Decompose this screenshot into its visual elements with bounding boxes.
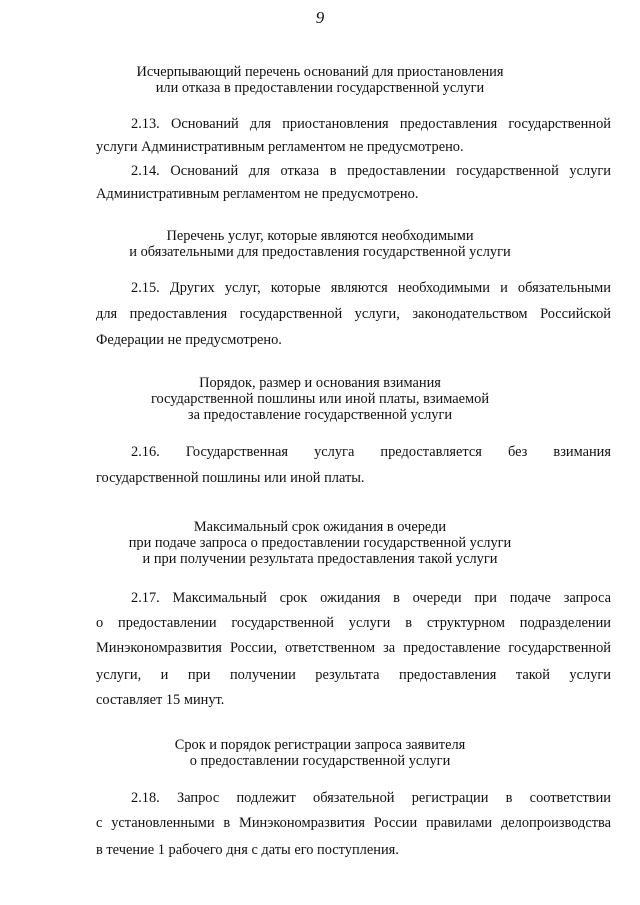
paragraph-line: 2.15. Других услуг, которые являются необходимыми и обязательными: [131, 280, 611, 296]
paragraph-line: 2.17. Максимальный срок ожидания в очереди при подаче запроса: [131, 590, 611, 606]
paragraph-line: с установленными в Минэкономразвития России правилами делопроизводства: [96, 815, 611, 831]
paragraph-line: 2.18. Запрос подлежит обязательной регистрации в соответствии: [131, 790, 611, 806]
paragraph-line: Минэкономразвития России, ответственном за предоставление государственной: [96, 640, 611, 656]
paragraph-line: услуги, и при получении результата предоставления такой услуги: [96, 667, 611, 683]
paragraph-line: 2.16. Государственная услуга предоставляется без взимания: [131, 444, 611, 460]
section-heading: Срок и порядок регистрации запроса заявителя о предоставлении государственной услуги: [174, 737, 466, 769]
paragraph-line: Административным регламентом не предусмотрено.: [96, 186, 419, 202]
paragraph-line: Федерации не предусмотрено.: [96, 332, 282, 348]
section-heading: Порядок, размер и основания взимания государственной пошлины или иной платы, взимаемой за предоставление государственной услуги: [150, 375, 490, 423]
section-heading: Максимальный срок ожидания в очереди при подаче запроса о предоставлении государственной услуги и при получении результата предоставления такой услуги: [128, 519, 512, 567]
paragraph-line: 2.13. Оснований для приостановления предоставления государственной: [131, 116, 611, 132]
section-heading: Перечень услуг, которые являются необходимыми и обязательными для предоставления государственной услуги: [129, 228, 511, 260]
page-number: 9: [315, 8, 325, 27]
paragraph-line: для предоставления государственной услуги, законодательством Российской: [96, 306, 611, 322]
paragraph-line: услуги Административным регламентом не предусмотрено.: [96, 139, 464, 155]
paragraph-line: составляет 15 минут.: [96, 692, 225, 708]
paragraph-line: государственной пошлины или иной платы.: [96, 470, 365, 486]
paragraph-line: о предоставлении государственной услуги в структурном подразделении: [96, 615, 611, 631]
paragraph-line: 2.14. Оснований для отказа в предоставлении государственной услуги: [131, 163, 611, 179]
paragraph-line: в течение 1 рабочего дня с даты его поступления.: [96, 842, 399, 858]
section-heading: Исчерпывающий перечень оснований для приостановления или отказа в предоставлении государственной услуги: [136, 64, 504, 96]
